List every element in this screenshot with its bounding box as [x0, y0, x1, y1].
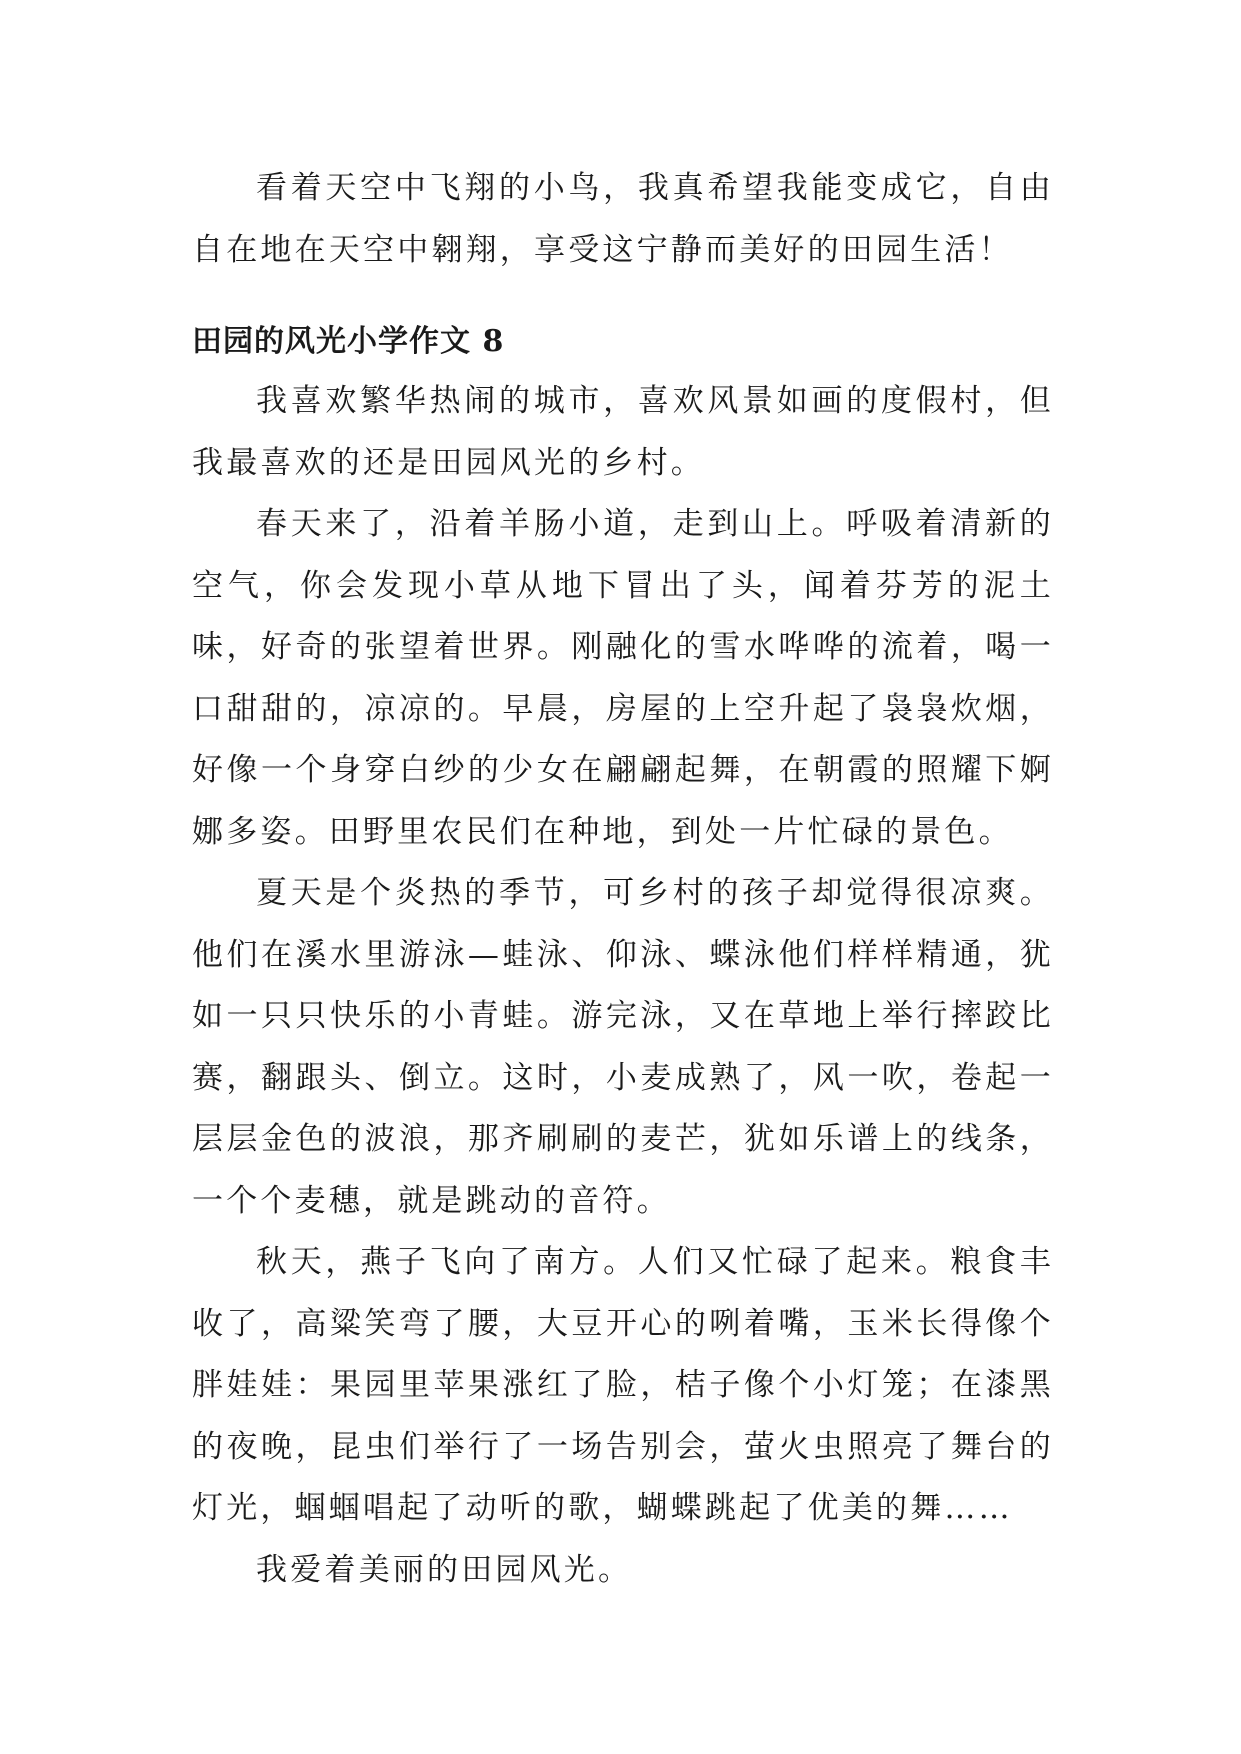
- paragraph-intro: 我喜欢繁华热闹的城市，喜欢风景如画的度假村，但我最喜欢的还是田园风光的乡村。: [192, 383, 1054, 481]
- paragraph-closing-prev: 看着天空中飞翔的小鸟，我真希望我能变成它，自由自在地在天空中翱翔，享受这宁静而美好的田园生活！: [192, 170, 1054, 268]
- paragraph-conclusion: 我爱着美丽的田园风光。: [256, 1551, 633, 1588]
- paragraph-summer: 夏天是个炎热的季节，可乡村的孩子却觉得很凉爽。他们在溪水里游泳—蛙泳、仰泳、蝶泳他们样样精通，犹如一只只快乐的小青蛙。游完泳，又在草地上举行摔跤比赛，翻跟头、倒立。这时，小麦成熟了，风一吹，卷起一层层金色的波浪，那齐刷刷的麦芒，犹如乐谱上的线条，一个个麦穗，就是跳动的音符。: [192, 875, 1054, 1219]
- paragraph-autumn: 秋天，燕子飞向了南方。人们又忙碌了起来。粮食丰收了，高粱笑弯了腰，大豆开心的咧着嘴，玉米长得像个胖娃娃：果园里苹果涨红了脸，桔子像个小灯笼；在漆黑的夜晚，昆虫们举行了一场告别会，萤火虫照亮了舞台的灯光，蝈蝈唱起了动听的歌，蝴蝶跳起了优美的舞……: [192, 1244, 1054, 1526]
- document-body: [192, 158, 1054, 1601]
- paragraph-spring: 春天来了，沿着羊肠小道，走到山上。呼吸着清新的空气，你会发现小草从地下冒出了头，闻着芬芳的泥土味，好奇的张望着世界。刚融化的雪水哗哗的流着，喝一口甜甜的，凉凉的。早晨，房屋的上空升起了袅袅炊烟，好像一个身穿白纱的少女在翩翩起舞，在朝霞的照耀下婀娜多姿。田野里农民们在种地，到处一片忙碌的景色。: [192, 506, 1054, 850]
- section-title: 田园的风光小学作文 8: [192, 324, 505, 359]
